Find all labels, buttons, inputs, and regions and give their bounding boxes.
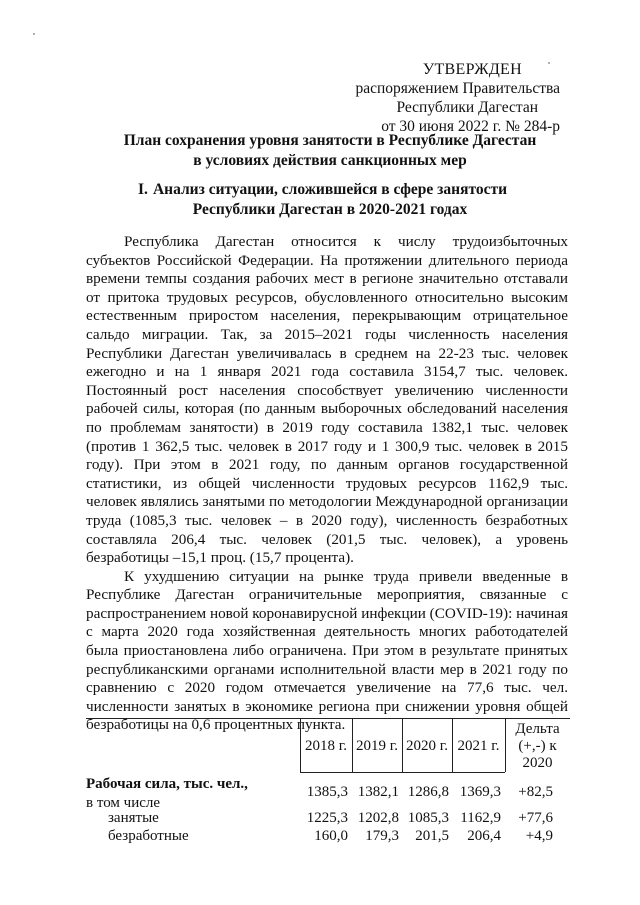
section-title-line: Анализ ситуации, сложившейся в сфере занятости <box>152 181 508 198</box>
table-row <box>86 776 570 812</box>
cell-delta: +77,6 <box>518 810 553 826</box>
delta-header-line: 2020 <box>522 755 553 771</box>
document-title-line: План сохранения уровня занятости в Республике Дагестан <box>123 132 537 149</box>
column-header: 2020 г. <box>406 738 448 754</box>
table-row <box>86 810 570 828</box>
approval-heading: УТВЕРЖДЕН <box>422 61 522 78</box>
section-title-line: Республики Дагестан в 2020-2021 годах <box>192 201 468 218</box>
cell-2020: 1085,3 <box>407 810 449 826</box>
delta-header-line: Дельта <box>515 721 560 737</box>
cell-2021: 1369,3 <box>459 784 501 800</box>
paragraph: К ухудшению ситуации на рынке труда привели введенные в Республике Дагестан ограничительные мероприятия, связанные с распространением новой коронавирусной инфекции (COVID-19): начиная с марта 2020 года хозяйственная деятельность многих работодателей была приостановлена либо ограничена. При этом в результате принятых республиканскими органами исполнительной власти мер в 2021 году по сравнению с 2020 годом отмечается увеличение на 77,6 тыс. чел. численности занятых в экономике региона при снижении уровня общей безработицы на 0,6 процентных пункта. <box>86 567 568 734</box>
row-label: безработные <box>108 828 189 844</box>
row-label: занятые <box>108 810 159 826</box>
scan-artifact <box>33 33 35 35</box>
cell-2018: 1385,3 <box>306 784 348 800</box>
column-header: 2019 г. <box>356 738 398 754</box>
table-header-rule <box>300 772 505 773</box>
table-row <box>86 828 570 846</box>
delta-header-line: (+,-) к <box>518 738 557 754</box>
approval-line: Республики Дагестан <box>396 99 538 116</box>
approval-block <box>355 60 560 136</box>
approval-line: распоряжением Правительства <box>355 80 560 97</box>
cell-2019: 1202,8 <box>357 810 399 826</box>
row-sublabel: в том числе <box>86 795 161 811</box>
document-title <box>60 131 600 171</box>
cell-2018: 1225,3 <box>306 810 348 826</box>
cell-delta: +82,5 <box>518 784 553 800</box>
body-text <box>86 233 568 735</box>
column-header: 2021 г. <box>457 738 500 754</box>
cell-delta: +4,9 <box>525 828 553 844</box>
cell-2018: 160,0 <box>314 828 348 844</box>
column-header: 2018 г. <box>305 738 347 754</box>
cell-2020: 1286,8 <box>407 784 449 800</box>
cell-2021: 206,4 <box>467 828 501 844</box>
cell-2021: 1162,9 <box>460 810 501 826</box>
cell-2020: 201,5 <box>415 828 449 844</box>
section-heading <box>60 180 600 220</box>
column-header-delta <box>505 721 570 772</box>
approval-line: от 30 июня 2022 г. № 284-р <box>381 118 560 135</box>
paragraph: Республика Дагестан относится к числу трудоизбыточных субъектов Российской Федерации. На протяжении длительного периода времени темпы создания рабочих мест в регионе значительно отставали от притока трудовых ресурсов, обусловленного относительно высоким естественным приростом населения, перекрывающим отрицательное сальдо миграции. Так, за 2015–2021 годы численность населения Республики Дагестан увеличивалась в среднем на 22-23 тыс. человек ежегодно и на 1 января 2021 года составила 3154,7 тыс. человек. Постоянный рост населения способствует увеличению численности рабочей силы, которая (по данным выборочных обследований населения по проблемам занятости) в 2019 году составила 1382,1 тыс. человек (против 1 362,5 тыс. человек в 2017 году и 1 300,9 тыс. человек в 2015 году). При этом в 2021 году, по данным органов государственной статистики, из общей численности трудовых ресурсов 1162,9 тыс. человек являлись занятыми по методологии Международной организации труда (1085,3 тыс. человек – в 2020 году), численность безработных составляла 206,4 тыс. человек (201,5 тыс. человек), а уровень безработицы –15,1 проц. (15,7 процента). <box>86 233 568 567</box>
cell-2019: 1382,1 <box>357 784 399 800</box>
row-label: Рабочая сила, тыс. чел., <box>86 776 248 792</box>
section-number: I. <box>138 181 148 198</box>
document-title-line: в условиях действия санкционных мер <box>193 152 467 169</box>
cell-2019: 179,3 <box>365 828 399 844</box>
table-header <box>86 718 570 772</box>
